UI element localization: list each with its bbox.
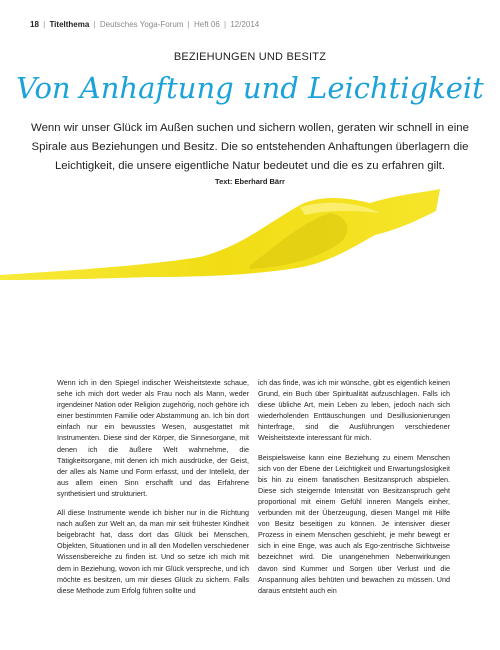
page-number: 18	[30, 20, 39, 29]
yellow-ribbon-image	[0, 185, 500, 285]
ribbon-band	[0, 189, 440, 280]
author-credit: Text: Eberhard Bärr	[215, 177, 285, 186]
body-paragraph: Beispielsweise kann eine Beziehung zu einem Menschen sich von der Ebene der Leichtigkeit und Erwartungslosigkeit bis hin zu einem fanatischen Besitzanspruch abspielen. Diese sich steigernde Intensität von Besitzanspruch geht proportional mit einem Gefühl inneren Mangels einher, verbunden mit der Überzeugung, diesen Mangel mit Hilfe von Besitz beseitigen zu können. Je intensiver dieser Prozess in einem Menschen geschieht, je mehr bewegt er sich in eine Enge, was auch als Ego-zentrische Sichtweise bezeichnet wird. Die unangenehmen Nebenwirkungen davon sind Kummer und Sorgen über Verlust und die Anspannung alles behüten und bewachen zu müssen. Und daraus entsteht auch ein	[258, 452, 450, 595]
body-paragraph: ich das finde, was ich mir wünsche, gibt es eigentlich keinen Grund, ein Buch über Spiritualität aufzuschlagen. Falls ich diese übliche Art, mein Leben zu leben, jedoch nach sich wiederholenden Enttäuschungen und Desillusionierungen hinterfrage, sind die Ausführungen verschiedener Weisheitstexte interessant für mich.	[258, 378, 450, 443]
header-separator: |	[91, 20, 98, 29]
body-paragraph: Wenn ich in den Spiegel indischer Weisheitstexte schaue, sehe ich mich dort weder als Frau noch als Mann, weder irgendeiner Nation oder Religion zugehörig, noch gehöre ich einer bestimmten Familie oder Abstammung an. Ich bin dort einfach nur ein bewusstes Wesen, ausgestattet mit Instrumenten. Diese sind der Körper, die Sinnesorgane, mit denen ich die äußere Welt wahrnehme, die Tätigkeitsorgane, mit denen ich mich ausdrücke, der Geist, der alles als Name und Form erfasst, und der Intellekt, der aus allem einen Sinn erschafft und das Erfahrene synthetisiert und strukturiert.	[57, 378, 249, 498]
body-paragraph: All diese Instrumente wende ich bisher nur in die Richtung nach außen zur Welt an, da man mir seit frühester Kindheit beigebracht hat, dass dort das Glück bei Menschen, Objekten, Situationen und in all den Modellen verschiedener Wissensbereiche zu finden ist. Und so setze ich mich mit dem in Beziehung, wovon ich mir Glück verspreche, und ich möchte es besitzen, um mir dieses Glück zu sichern. Falls diese Methode zum Erfolg führen sollte und	[57, 508, 249, 595]
magazine-name: Deutsches Yoga-Forum	[99, 20, 184, 29]
article-lead: Wenn wir unser Glück im Außen suchen und sichern wollen, geraten wir schnell in eine Spirale aus Beziehungen und Besitz. Die so entstehenden Anhaftungen überlagern die Leichtigkeit, die unsere eigentliche Natur bedeutet und die es zu erfahren gilt.	[31, 122, 469, 172]
header-separator: |	[185, 20, 192, 29]
issue-number: Heft 06	[193, 20, 220, 29]
body-column-right	[258, 377, 450, 604]
article-kicker: BEZIEHUNGEN UND BESITZ	[173, 51, 327, 63]
header-separator: |	[221, 20, 229, 29]
issue-date: 12/2014	[230, 20, 260, 29]
section-name: Titelthema	[49, 20, 90, 29]
header-separator: |	[40, 20, 48, 29]
running-header	[30, 20, 259, 30]
body-column-left	[57, 377, 249, 604]
article-title: Von Anhaftung und Leichtigkeit	[16, 71, 484, 105]
